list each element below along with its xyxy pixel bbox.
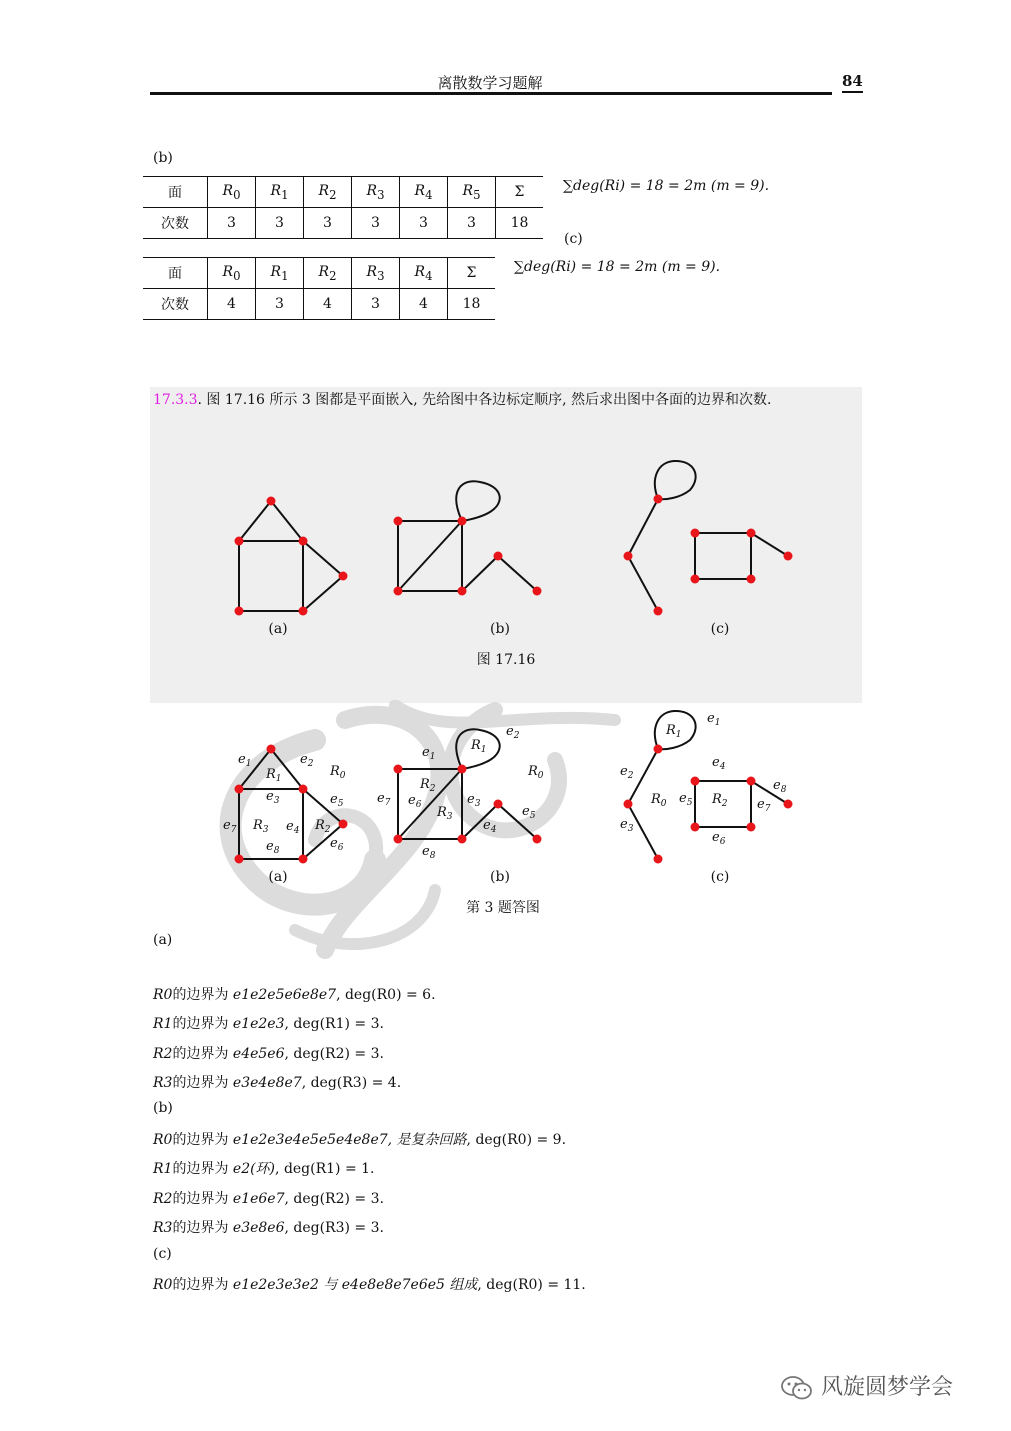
svg-text:e1: $e_1$: [238, 752, 252, 769]
table-cell: 3: [208, 208, 256, 239]
table-header-cell: $R_1$: [256, 177, 304, 208]
table-header-cell: Σ: [448, 258, 496, 289]
svg-text:e1: $e_1$: [707, 711, 721, 728]
answer-label-b: (b): [153, 1100, 173, 1116]
svg-text:e6: $e_6$: [330, 836, 344, 853]
table-cell: 18: [496, 208, 544, 239]
svg-text:e8: $e_8$: [422, 844, 436, 861]
answer-line: R1的边界为 e1e2e3, deg(R1) = 3.: [153, 1016, 384, 1032]
svg-text:e5: $e_5$: [522, 804, 536, 821]
svg-text:e7: $e_7$: [757, 797, 771, 814]
figure-17-16: [150, 440, 862, 640]
table-cell: 3: [256, 208, 304, 239]
answer-figure: [150, 705, 862, 875]
subfigure-label-b: (b): [490, 621, 510, 637]
table-row-label: 次数: [143, 289, 208, 320]
answer-line: R0的边界为 e1e2e3e3e2 与 e4e8e8e7e6e5 组成, deg(R0) = 11.: [153, 1277, 586, 1293]
page-number: 84: [842, 72, 863, 93]
table-header-cell: Σ: [496, 177, 544, 208]
sum-equation-b: ∑deg(Ri) = 18 = 2m (m = 9).: [563, 178, 770, 194]
svg-text:e7: $e_7$: [223, 818, 237, 835]
svg-text:e8: $e_8$: [266, 839, 280, 856]
answer-line: R2的边界为 e4e5e6, deg(R2) = 3.: [153, 1046, 384, 1062]
answer-labels-a: [223, 752, 346, 856]
answer-subfigure-label-b: (b): [490, 869, 510, 885]
table-cell: 3: [400, 208, 448, 239]
answer-line: R2的边界为 e1e6e7, deg(R2) = 3.: [153, 1191, 384, 1207]
table-header-cell: $R_4$: [400, 177, 448, 208]
table-cell: 4: [208, 289, 256, 320]
svg-text:e2: $e_2$: [620, 764, 634, 781]
question-17-3-3: [153, 389, 771, 409]
svg-text:e1: $e_1$: [422, 745, 436, 762]
svg-text:e5: $e_5$: [330, 792, 344, 809]
graph-c: [628, 461, 788, 611]
answer-graph-c: [628, 711, 788, 859]
svg-text:R1: $R_1$: [471, 738, 487, 755]
table-row-label: 次数: [143, 208, 208, 239]
svg-text:e3: $e_3$: [266, 789, 280, 806]
svg-text:e3: $e_3$: [620, 817, 634, 834]
svg-text:R0: $R_0$: [651, 792, 667, 809]
svg-text:e6: $e_6$: [408, 793, 422, 810]
answer-subfigure-label-c: (c): [710, 869, 730, 885]
running-header-title: 离散数学习题解: [437, 74, 543, 92]
svg-text:e4: $e_4$: [483, 818, 497, 835]
table-cell: 3: [448, 208, 496, 239]
footer-watermark: 风旋圆梦学会: [780, 1370, 953, 1402]
table-cell: 4: [400, 289, 448, 320]
degree-table-c: [143, 257, 495, 320]
table-header-cell: $R_1$: [256, 258, 304, 289]
svg-text:R0: $R_0$: [528, 764, 544, 781]
wechat-icon: [780, 1374, 814, 1402]
answer-label-a: (a): [153, 932, 173, 948]
table-header-cell: $R_2$: [304, 177, 352, 208]
svg-text:e2: $e_2$: [300, 752, 314, 769]
answer-figure-caption: 第 3 题答图: [466, 900, 540, 916]
table-cell: 18: [448, 289, 496, 320]
part-c-label: (c): [564, 231, 583, 247]
question-text: . 图 17.16 所示 3 图都是平面嵌入, 先给图中各边标定顺序, 然后求出图中各面的边界和次数.: [197, 392, 772, 408]
graph-b: [398, 481, 537, 591]
table-header-cell: $R_3$: [352, 258, 400, 289]
table-header-cell: $R_5$: [448, 177, 496, 208]
figure-caption-17-16: 图 17.16: [476, 652, 536, 668]
answer-subfigure-label-a: (a): [268, 869, 288, 885]
answer-label-c: (c): [153, 1246, 172, 1262]
question-number: 17.3.3: [153, 392, 198, 408]
svg-text:e4: $e_4$: [712, 755, 726, 772]
table-cell: 4: [304, 289, 352, 320]
answer-line: R0的边界为 e1e2e3e4e5e5e4e8e7, 是复杂回路, deg(R0) = 9.: [153, 1132, 567, 1148]
graph-a: [239, 501, 343, 611]
table-header-cell: $R_4$: [400, 258, 448, 289]
table-cell: 3: [352, 289, 400, 320]
svg-text:R3: $R_3$: [437, 805, 453, 822]
svg-text:R1: $R_1$: [666, 723, 682, 740]
part-b-label: (b): [153, 150, 173, 166]
svg-text:R2: $R_2$: [712, 792, 728, 809]
svg-text:e3: $e_3$: [467, 792, 481, 809]
answer-graph-b: [398, 729, 537, 839]
table-header-cell: $R_0$: [208, 177, 256, 208]
subfigure-label-c: (c): [710, 621, 730, 637]
svg-text:e8: $e_8$: [773, 778, 787, 795]
svg-text:R2: $R_2$: [420, 777, 436, 794]
table-header-cell: 面: [143, 258, 208, 289]
table-header-cell: $R_3$: [352, 177, 400, 208]
svg-text:R0: $R_0$: [330, 764, 346, 781]
table-header-cell: 面: [143, 177, 208, 208]
answer-line: R3的边界为 e3e4e8e7, deg(R3) = 4.: [153, 1075, 402, 1091]
degree-table-b: [143, 176, 543, 239]
answer-line: R1的边界为 e2(环), deg(R1) = 1.: [153, 1161, 375, 1177]
svg-text:R2: $R_2$: [315, 818, 331, 835]
answer-line: R3的边界为 e3e8e6, deg(R3) = 3.: [153, 1220, 384, 1236]
sum-equation-c: ∑deg(Ri) = 18 = 2m (m = 9).: [514, 259, 721, 275]
table-header-cell: $R_0$: [208, 258, 256, 289]
table-header-cell: $R_2$: [304, 258, 352, 289]
table-cell: 3: [304, 208, 352, 239]
answer-graph-a: [239, 749, 343, 859]
table-cell: 3: [352, 208, 400, 239]
svg-text:e5: $e_5$: [679, 791, 693, 808]
svg-text:e2: $e_2$: [506, 724, 520, 741]
svg-text:R3: $R_3$: [253, 818, 269, 835]
svg-text:e6: $e_6$: [712, 830, 726, 847]
table-cell: 3: [256, 289, 304, 320]
svg-text:e4: $e_4$: [286, 819, 300, 836]
subfigure-label-a: (a): [268, 621, 288, 637]
header-rule: [150, 92, 832, 95]
svg-text:R1: $R_1$: [266, 767, 282, 784]
answer-line: R0的边界为 e1e2e5e6e8e7, deg(R0) = 6.: [153, 987, 436, 1003]
svg-text:e7: $e_7$: [377, 791, 391, 808]
